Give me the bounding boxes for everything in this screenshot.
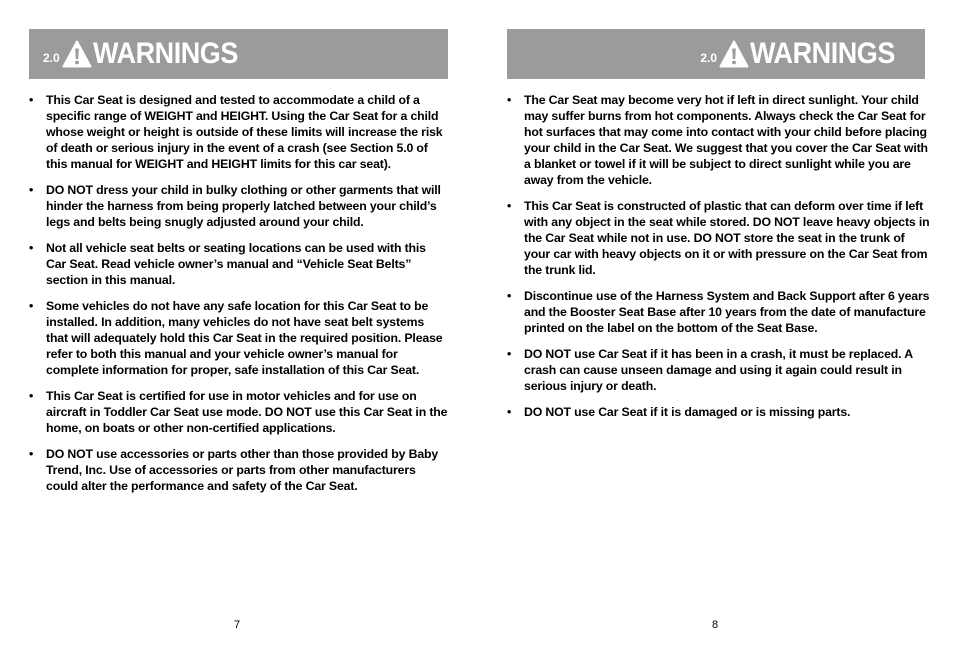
section-number: 2.0: [700, 51, 717, 65]
bullet-glyph: •: [507, 93, 512, 107]
list-item: [29, 298, 449, 378]
bullet-text: This Car Seat is constructed of plastic that can deform over time if left with any object in the seat while stored. DO NOT leave heavy objects in the Car Seat while not in use. DO NOT store the seat in the trunk of your car with heavy objects on it or with pressure on the Car Seat from the trunk lid.: [524, 199, 930, 277]
bullet-text: The Car Seat may become very hot if left in direct sunlight. Your child may suffer burns from hot components. Always check the Car Seat for hot surfaces that may come into contact with your child before placing your child in the Car Seat. We suggest that you cover the Car Seat with a blanket or towel if it will be subject to direct sunlight while you are away from the vehicle.: [524, 93, 928, 187]
bullet-glyph: •: [507, 199, 512, 213]
section-banner: [29, 29, 448, 79]
list-item: [29, 388, 449, 436]
bullet-glyph: •: [29, 183, 34, 197]
bullet-glyph: •: [29, 389, 34, 403]
right-page: [477, 0, 954, 660]
section-title: WARNINGS: [92, 37, 238, 70]
list-item: [507, 346, 932, 394]
bullet-glyph: •: [29, 299, 34, 313]
bullet-text: This Car Seat is certified for use in motor vehicles and for use on aircraft in Toddler Car Seat use mode. DO NOT use this Car Seat in the home, on boats or other non-certified applications.: [46, 389, 448, 435]
warning-triangle-icon: [62, 40, 92, 68]
list-item: [29, 182, 449, 230]
list-item: [507, 404, 932, 420]
bullet-text: DO NOT use accessories or parts other than those provided by Baby Trend, Inc. Use of accessories or parts from other manufacturers could alter the performance and safety of the Car Seat.: [46, 447, 439, 493]
bullet-glyph: •: [507, 347, 512, 361]
warnings-list: [507, 92, 932, 430]
list-item: [29, 92, 449, 172]
warning-triangle-icon: [719, 40, 749, 68]
bullet-glyph: •: [29, 93, 34, 107]
list-item: [507, 288, 932, 336]
bullet-text: Some vehicles do not have any safe location for this Car Seat to be installed. In addition, many vehicles do not have seat belt systems that will adequately hold this Car Seat in the required position. Please refer to both this manual and your vehicle owner’s manual for complete information for proper, safe installation of this Car Seat.: [46, 299, 443, 377]
list-item: [507, 198, 932, 278]
list-item: [507, 92, 932, 188]
page-number: 7: [234, 619, 241, 631]
bullet-glyph: •: [29, 447, 34, 461]
bullet-text: DO NOT use Car Seat if it is damaged or is missing parts.: [524, 405, 851, 419]
bullet-glyph: •: [507, 405, 512, 419]
section-number: 2.0: [43, 51, 60, 65]
section-banner: [507, 29, 925, 79]
bullet-text: DO NOT use Car Seat if it has been in a crash, it must be replaced. A crash can cause unseen damage and using it again could result in serious injury or death.: [524, 347, 913, 393]
bullet-text: This Car Seat is designed and tested to accommodate a child of a specific range of WEIGHT and HEIGHT. Using the Car Seat for a child whose weight or height is outside of these limits will increase the risk of death or serious injury in the event of a crash (see Section 5.0 of this manual for WEIGHT and HEIGHT limits for this car seat).: [46, 93, 443, 171]
list-item: [29, 446, 449, 494]
list-item: [29, 240, 449, 288]
section-title: WARNINGS: [750, 37, 895, 70]
page-number: 8: [712, 619, 719, 631]
warnings-list: [29, 92, 449, 504]
bullet-glyph: •: [29, 241, 34, 255]
bullet-text: Discontinue use of the Harness System and Back Support after 6 years and the Booster Seat Base after 10 years from the date of manufacture printed on the label on the bottom of the Seat Base.: [524, 289, 930, 335]
bullet-text: Not all vehicle seat belts or seating locations can be used with this Car Seat. Read vehicle owner’s manual and “Vehicle Seat Belts” section in this manual.: [46, 241, 426, 287]
bullet-text: DO NOT dress your child in bulky clothing or other garments that will hinder the harness from being properly latched between your child’s legs and belts being snugly adjusted around your child.: [46, 183, 441, 229]
bullet-glyph: •: [507, 289, 512, 303]
